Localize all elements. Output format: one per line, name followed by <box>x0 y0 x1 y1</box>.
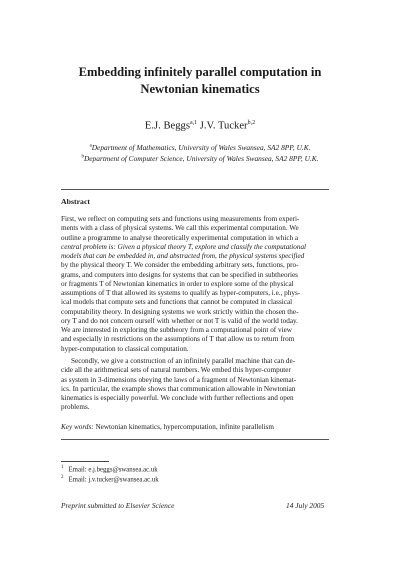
author-list <box>0 120 400 132</box>
affiliation-a-mark: a <box>89 143 92 149</box>
preprint-date: 14 July 2005 <box>286 501 325 510</box>
abstract-line: grams, and computers into designs for systems that can be specified in subtheories <box>61 270 298 279</box>
keywords-line <box>61 423 331 431</box>
title-line-1: Embedding infinitely parallel computation in <box>78 65 322 79</box>
author-tucker-marks: b,2 <box>247 120 256 126</box>
abstract-line: or fragments T of Newtonian kinematics in order to explore some of the physical <box>61 279 294 288</box>
footnote-1-text: Email: e.j.beggs@swansea.ac.uk <box>68 466 158 474</box>
abstract-line: problems. <box>61 403 90 412</box>
abstract-line: outline a programme to analyse theoretically experimental computation in which a <box>61 233 299 242</box>
footnote-2-text: Email: j.v.tucker@swansea.ac.uk <box>68 476 159 484</box>
affiliation-a <box>0 143 400 152</box>
abstract-top-rule <box>61 189 329 190</box>
abstract-line: ics. In particular, the example shows that communication allowable in Newtonian <box>61 384 296 393</box>
footnote-1-mark: 1 <box>61 465 64 470</box>
abstract-line: kinematics is especially powerful. We conclude with further reflections and open <box>61 394 294 402</box>
footnote-rule <box>61 461 109 462</box>
abstract-bottom-rule <box>61 439 329 440</box>
title-line-2: Newtonian kinematics <box>140 82 260 96</box>
abstract-paragraph-2 <box>61 357 331 413</box>
abstract-line: assumptions of T that allowed its systems to qualify as hyper-computers, i.e., phys- <box>61 289 301 297</box>
abstract-line: We are interested in exploring the subtheory from a computational point of view <box>61 326 292 334</box>
abstract-line: ments with a class of physical systems. We call this experimental computation. We <box>61 224 299 233</box>
abstract-paragraph-1 <box>61 215 331 354</box>
affiliation-a-text: Department of Mathematics, University of Wales Swansea, SA2 8PP, U.K. <box>91 143 311 152</box>
abstract-line: as system in 3-dimensions obeying the laws of a fragment of Newtonian kinemat- <box>61 375 297 384</box>
abstract-line: computability theory. In designing systems we work strictly within the chosen the- <box>61 307 299 316</box>
abstract-line: ical models that compute sets and functions that cannot be computed in classical <box>61 298 293 307</box>
affiliation-b-text: Department of Computer Science, University of Wales Swansea, SA2 8PP, U.K. <box>83 154 319 163</box>
abstract-line: cide all the arithmetical sets of natural numbers. We embed this hyper-computer <box>61 366 291 375</box>
footnote-2-mark: 2 <box>61 475 64 480</box>
abstract-line: First, we reflect on computing sets and functions using measurements from experi- <box>61 215 300 223</box>
abstract-line: hyper-computation to classical computation. <box>61 344 189 353</box>
abstract-line: and especially in restrictions on the assumptions of T that allow us to return from <box>61 335 295 344</box>
footnote-1 <box>61 465 158 473</box>
author-tucker: J.V. Tucker <box>199 120 248 132</box>
keywords-text: Newtonian kinematics, hypercomputation, infinite parallelism <box>95 423 274 431</box>
author-beggs-marks: a,1 <box>189 120 198 126</box>
abstract-line: Secondly, we give a construction of an infinitely parallel machine that can de- <box>71 357 296 365</box>
abstract-line: models that can be embedded in, and abstracted from, the physical systems specified <box>61 252 305 260</box>
affiliation-b <box>0 154 400 163</box>
affiliation-b-mark: b <box>81 154 84 160</box>
footnote-2 <box>61 475 159 483</box>
author-beggs: E.J. Beggs <box>144 120 190 132</box>
keywords-label: Key words: <box>61 423 94 431</box>
preprint-notice: Preprint submitted to Elsevier Science <box>61 501 175 510</box>
abstract-line: by the physical theory T. We consider the embedding arbitrary sets, functions, pro- <box>61 261 299 270</box>
paper-title <box>0 64 400 98</box>
abstract-line: ory T and do not concern ourself with whether or not T is valid of the world today. <box>61 316 298 325</box>
abstract-line: central problem is: Given a physical theory T, explore and classify the computational <box>61 242 307 251</box>
abstract-heading: Abstract <box>61 197 91 206</box>
